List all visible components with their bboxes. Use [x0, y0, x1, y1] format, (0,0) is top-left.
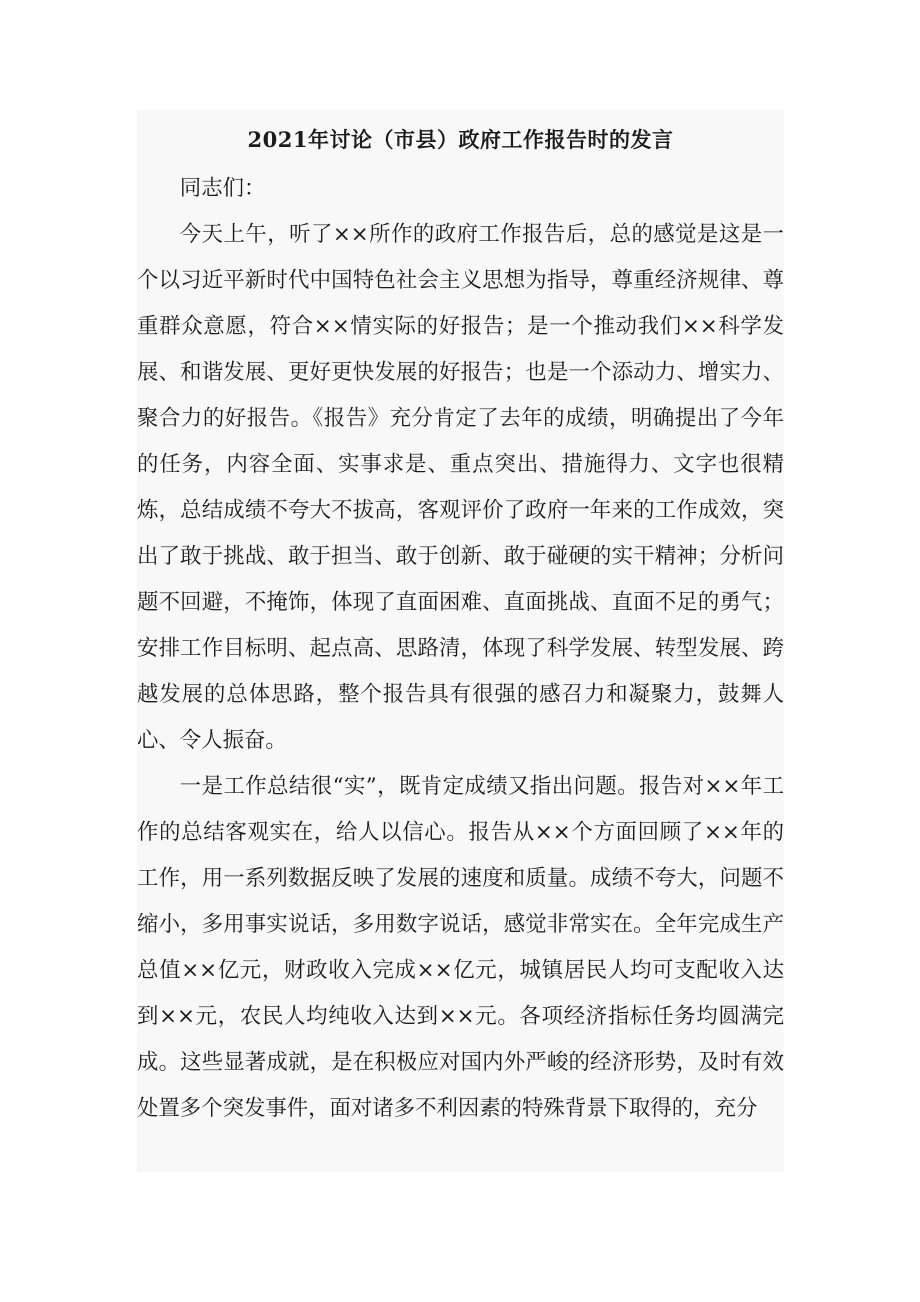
paragraph-point-one: 一是工作总结很“实”，既肯定成绩又指出问题。报告对××年工作的总结客观实在，给人以信心。报告从××个方面回顾了××年的工作，用一系列数据反映了发展的速度和质量。成绩不夸大，问题不缩小，多用事实说话，多用数字说话，感觉非常实在。全年完成生产总值××亿元，财政收入完成××亿元，城镇居民人均可支配收入达到××元，农民人均纯收入达到××元。各项经济指标任务均圆满完成。这些显著成就，是在积极应对国内外严峻的经济形势，及时有效处置多个突发事件，面对诸多不利因素的特殊背景下取得的，充分	[137, 774, 784, 1121]
document-content	[137, 110, 784, 1132]
document-page	[137, 110, 784, 1172]
paragraph-intro: 今天上午，听了××所作的政府工作报告后，总的感觉是这是一个以习近平新时代中国特色社会主义思想为指导，尊重经济规律、尊重群众意愿，符合××情实际的好报告；是一个推动我们××科学发展、和谐发展、更好更快发展的好报告；也是一个添动力、增实力、聚合力的好报告。《报告》充分肯定了去年的成绩，明确提出了今年的任务，内容全面、实事求是、重点突出、措施得力、文字也很精炼，总结成绩不夸大不拔高，客观评价了政府一年来的工作成效，突出了敢于挑战、敢于担当、敢于创新、敢于碰硬的实干精神；分析问题不回避，不掩饰，体现了直面困难、直面挑战、直面不足的勇气；安排工作目标明、起点高、思路清，体现了科学发展、转型发展、跨越发展的总体思路，整个报告具有很强的感召力和凝聚力，鼓舞人心、令人振奋。	[137, 222, 784, 753]
greeting: 同志们：	[179, 176, 266, 201]
document-title: 2021年讨论（市县）政府工作报告时的发言	[247, 127, 674, 152]
